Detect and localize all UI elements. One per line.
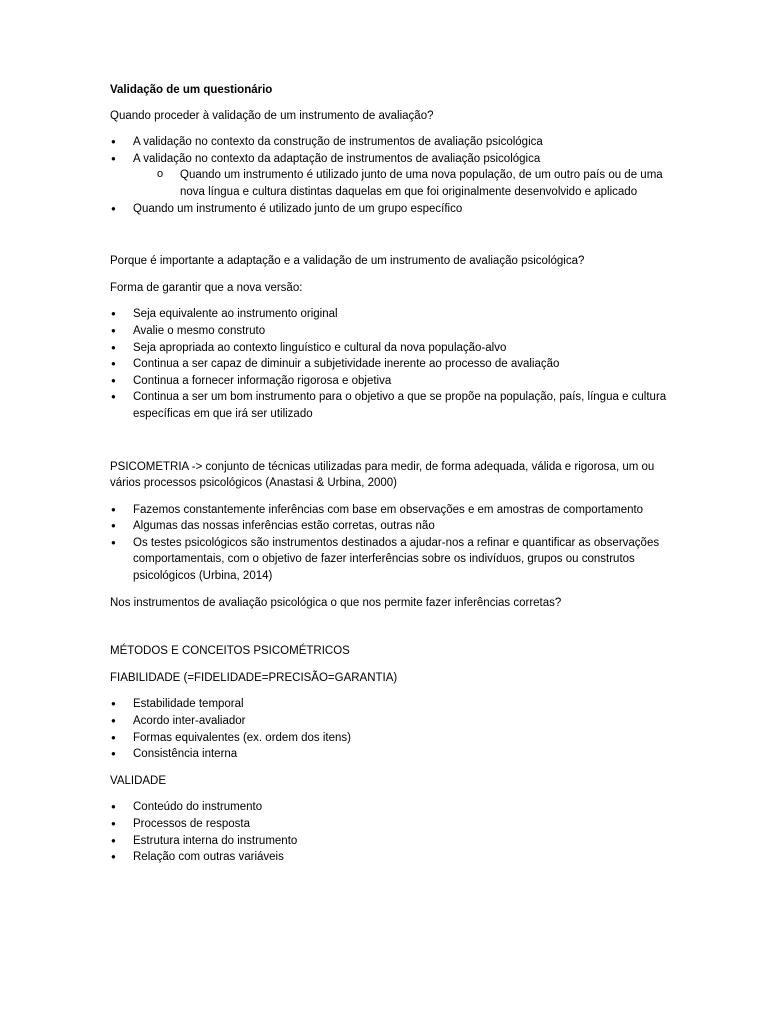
list-item: ● Formas equivalentes (ex. ordem dos itens) — [110, 730, 668, 747]
heading-fiabilidade: FIABILIDADE (=FIDELIDADE=PRECISÃO=GARANTIA) — [110, 671, 398, 684]
list-item: ● Consistência interna — [110, 746, 668, 763]
list-item: ● Algumas das nossas inferências estão corretas, outras não — [110, 518, 668, 535]
list-item: ● Estrutura interna do instrumento — [110, 833, 668, 850]
spacer — [110, 433, 668, 459]
fiabilidade-list — [110, 696, 668, 762]
list-item — [110, 151, 668, 201]
spacer — [110, 621, 668, 643]
list-item: ● Processos de resposta — [110, 816, 668, 833]
spacer — [110, 227, 668, 253]
question-why-important: Porque é importante a adaptação e a validação de um instrumento de avaliação psicológica? — [110, 255, 585, 268]
list-item: ● Continua a ser capaz de diminuir a subjetividade inerente ao processo de avaliação — [110, 356, 668, 373]
question-inferences: Nos instrumentos de avaliação psicológica o que nos permite fazer inferências corretas? — [110, 596, 562, 609]
heading-metodos: MÉTODOS E CONCEITOS PSICOMÉTRICOS — [110, 645, 350, 658]
paragraph-psicometria: PSICOMETRIA -> conjunto de técnicas utilizadas para medir, de forma adequada, válida e rigorosa, um ou vários processos psicológicos (Anastasi & Urbina, 2000) — [110, 460, 655, 490]
sub-list-item: o Quando um instrumento é utilizado junto de uma nova população, de um outro país ou de uma nova língua e cultura distintas daquelas em que foi originalmente desenvolvido e aplicado — [133, 167, 668, 200]
list-item: ● Seja equivalente ao instrumento original — [110, 306, 668, 323]
paragraph-forma: Forma de garantir que a nova versão: — [110, 281, 303, 294]
list-item: ● Avalie o mesmo construto — [110, 323, 668, 340]
list-item: ● Continua a fornecer informação rigorosa e objetiva — [110, 373, 668, 390]
list-item: ● Quando um instrumento é utilizado junto de um grupo específico — [110, 201, 668, 218]
question-when-validate: Quando proceder à validação de um instrumento de avaliação? — [110, 109, 434, 122]
document-title: Validação de um questionário — [110, 84, 273, 96]
list-item: ● Os testes psicológicos são instrumentos destinados a ajudar-nos a refinar e quantificar as observações comportamentais, com o objetivo de fazer interferências sobre os indivíduos, grupos ou construtos psicológicos (Urbina, 2014) — [110, 535, 668, 585]
list-item-text: A validação no contexto da adaptação de instrumentos de avaliação psicológica — [133, 152, 541, 165]
validation-context-list — [110, 134, 668, 217]
heading-validade: VALIDADE — [110, 774, 167, 787]
sub-list — [133, 167, 668, 200]
new-version-list — [110, 306, 668, 422]
inference-list — [110, 502, 668, 585]
list-item: ● Conteúdo do instrumento — [110, 799, 668, 816]
list-item: ● Estabilidade temporal — [110, 696, 668, 713]
list-item: ● Acordo inter-avaliador — [110, 713, 668, 730]
validade-list — [110, 799, 668, 865]
list-item: ● Continua a ser um bom instrumento para o objetivo a que se propõe na população, país, língua e cultura específicas em que irá ser utilizado — [110, 389, 668, 422]
list-item: ● Fazemos constantemente inferências com base em observações e em amostras de comportamento — [110, 502, 668, 519]
list-item: ● Relação com outras variáveis — [110, 849, 668, 866]
list-item: ● A validação no contexto da construção de instrumentos de avaliação psicológica — [110, 134, 668, 151]
list-item: ● Seja apropriada ao contexto linguístico e cultural da nova população-alvo — [110, 340, 668, 357]
